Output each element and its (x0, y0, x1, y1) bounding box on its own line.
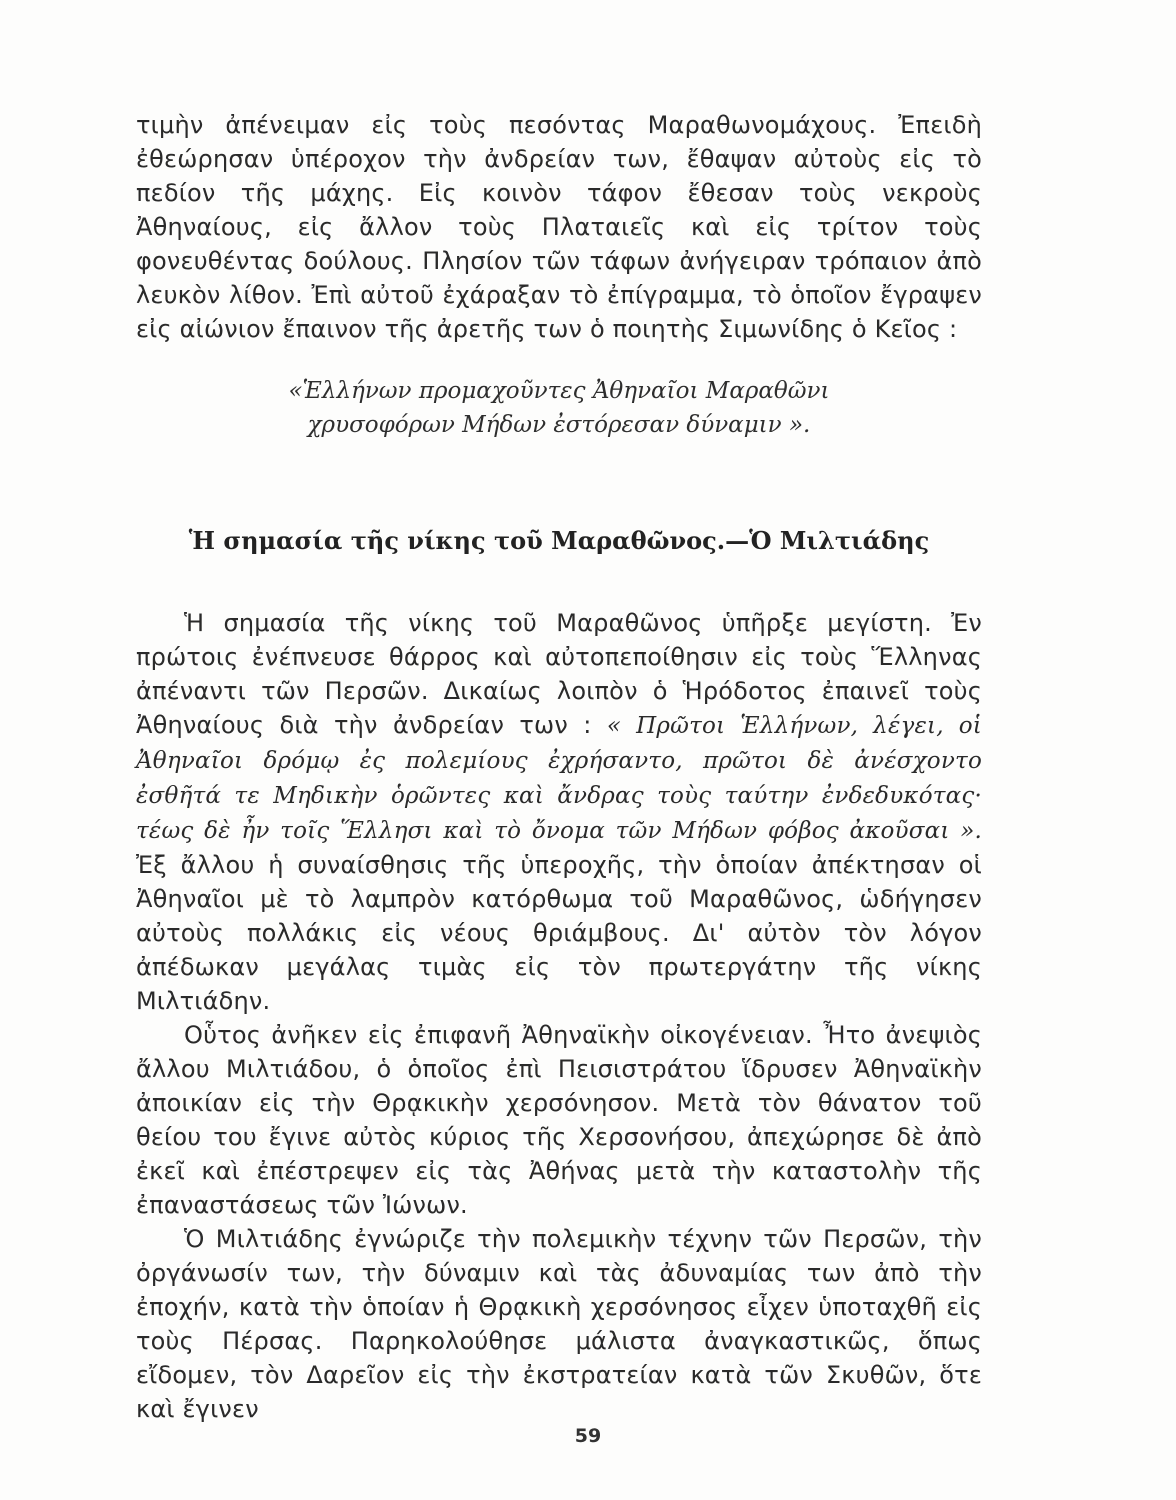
paragraph-miltiades-family: Οὗτος ἀνῆκεν εἰς ἐπιφανῆ Ἀθηναϊκὴν οἰκογένειαν. Ἦτο ἀνεψιὸς ἄλλου Μιλτιάδου, ὁ ὁποῖος ἐπὶ Πεισιστράτου ἵδρυσεν Ἀθηναϊκὴν ἀποικίαν εἰς τὴν Θρᾳκικὴν χερσόνησον. Μετὰ τὸν θάνατον τοῦ θείου του ἔγινε αὐτὸς κύριος τῆς Χερσονήσου, ἀπεχώρησε δὲ ἀπὸ ἐκεῖ καὶ ἐπέστρεψεν εἰς τὰς Ἀθήνας μετὰ τὴν καταστολὴν τῆς ἐπαναστάσεως τῶν Ἰώνων. (136, 1021, 982, 1219)
epigram-line-1: «Ἑλλήνων προμαχοῦντες Ἀθηναῖοι Μαραθῶνι (288, 378, 830, 404)
paragraph-significance-end: Ἐξ ἄλλου ἡ συναίσθησις τῆς ὑπεροχῆς, τὴν ὁποίαν ἀπέκτησαν οἱ Ἀθηναῖοι μὲ τὸ λαμπρὸν κατόρθωμα τοῦ Μαραθῶνος, ὡδήγησεν αὐτοὺς πολλάκις εἰς νέους θριάμβους. Δι' αὐτὸν τὸν λόγον ἀπέδωκαν μεγάλας τιμὰς εἰς τὸν πρωτεργάτην τῆς νίκης Μιλτιάδην. (136, 851, 982, 1015)
page-number: 59 (574, 1425, 602, 1447)
paragraph-significance-start: Ἡ σημασία τῆς νίκης τοῦ Μαραθῶνος ὑπῆρξε μεγίστη. Ἐν πρώτοις ἐνέπνευσε θάρρος καὶ αὐτοπεποίθησιν εἰς τοὺς Ἕλληνας ἀπέναντι τῶν Περσῶν. Δικαίως λοιπὸν ὁ Ἡρόδοτος ἐπαινεῖ τοὺς Ἀθηναίους διὰ τὴν ἀνδρείαν των : (136, 609, 982, 739)
paragraph-significance (136, 606, 982, 1018)
section-heading: Ἡ σημασία τῆς νίκης τοῦ Μαραθῶνος.—Ὁ Μιλτιάδης (188, 526, 930, 555)
main-text (136, 606, 982, 1426)
paragraph-miltiades-knowledge: Ὁ Μιλτιάδης ἐγνώριζε τὴν πολεμικὴν τέχνην τῶν Περσῶν, τὴν ὀργάνωσίν των, τὴν δύναμιν καὶ τὰς ἀδυναμίας των ἀπὸ τὴν ἐποχήν, κατὰ τὴν ὁποίαν ἡ Θρᾳκικὴ χερσόνησος εἶχεν ὑποταχθῆ εἰς τοὺς Πέρσας. Παρηκολούθησε μάλιστα ἀναγκαστικῶς, ὅπως εἴδομεν, τὸν Δαρεῖον εἰς τὴν ἐκστρατείαν κατὰ τῶν Σκυθῶν, ὅτε καὶ ἔγινεν (136, 1225, 982, 1423)
herodotus-quote: « Πρῶτοι Ἑλλήνων, λέγει, οἱ Ἀθηναῖοι δρόμῳ ἐς πολεμίους ἐχρήσαντο, πρῶτοι δὲ ἀνέσχοντο ἐσθῆτά τε Μηδικὴν ὁρῶντες καὶ ἄνδρας τοὺς ταύτην ἐνδεδυκότας· τέως δὲ ἦν τοῖς Ἕλλησι καὶ τὸ ὄνομα τῶν Μήδων φόβος ἀκοῦσαι ». (136, 713, 982, 844)
intro-paragraph: τιμὴν ἀπένειμαν εἰς τοὺς πεσόντας Μαραθωνομάχους. Ἐπειδὴ ἐθεώρησαν ὑπέροχον τὴν ἀνδρείαν των, ἔθαψαν αὐτοὺς εἰς τὸ πεδίον τῆς μάχης. Εἰς κοινὸν τάφον ἔθεσαν τοὺς νεκροὺς Ἀθηναίους, εἰς ἄλλον τοὺς Πλαταιεῖς καὶ εἰς τρίτον τοὺς φονευθέντας δούλους. Πλησίον τῶν τάφων ἀνήγειραν τρόπαιον ἀπὸ λευκὸν λίθον. Ἐπὶ αὐτοῦ ἐχάραξαν τὸ ἐπίγραμμα, τὸ ὁποῖον ἔγραψεν εἰς αἰώνιον ἔπαινον τῆς ἀρετῆς των ὁ ποιητὴς Σιμωνίδης ὁ Κεῖος : (136, 111, 982, 343)
simonides-epigram (136, 374, 982, 442)
epigram-line-2: χρυσοφόρων Μήδων ἐστόρεσαν δύναμιν ». (307, 412, 811, 438)
